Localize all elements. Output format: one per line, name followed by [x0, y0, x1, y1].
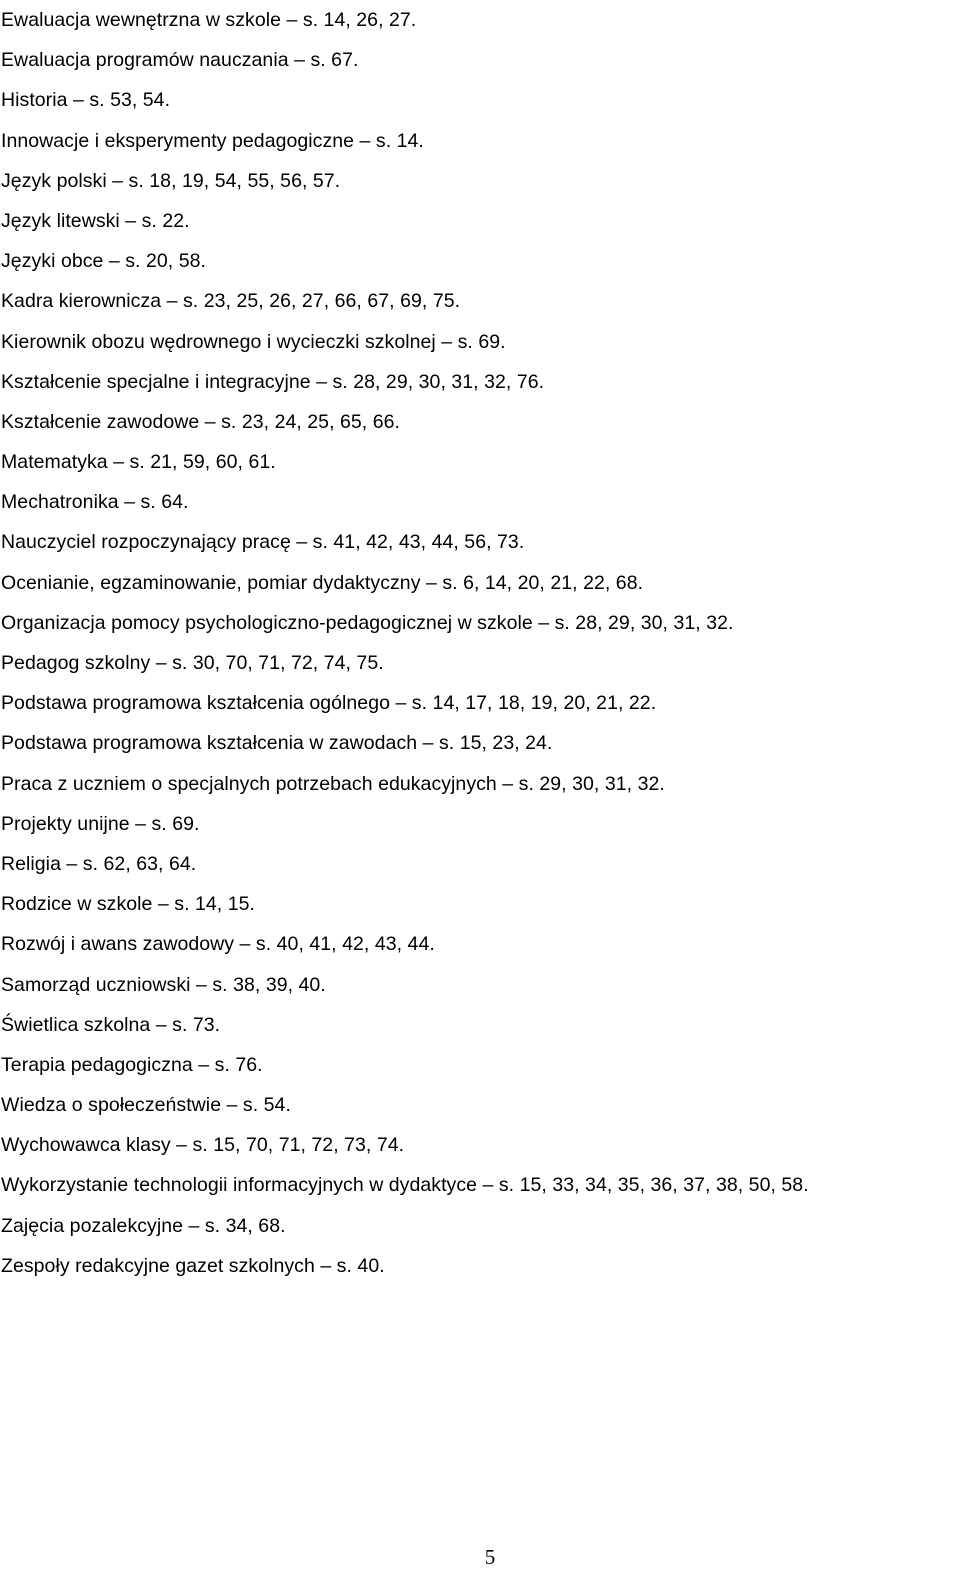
index-entry: Zespoły redakcyjne gazet szkolnych – s. 40. [1, 1254, 385, 1277]
index-entry: Języki obce – s. 20, 58. [1, 250, 206, 273]
subject-index [1, 0, 809, 1286]
index-entry: Kształcenie zawodowe – s. 23, 24, 25, 65, 66. [1, 410, 401, 433]
index-entry: Kształcenie specjalne i integracyjne – s. 28, 29, 30, 31, 32, 76. [1, 370, 545, 393]
index-entry: Ewaluacja wewnętrzna w szkole – s. 14, 26, 27. [1, 9, 417, 31]
index-entry: Projekty unijne – s. 69. [1, 812, 200, 835]
index-entry: Kierownik obozu wędrownego i wycieczki szkolnej – s. 69. [1, 330, 506, 353]
index-entry: Pedagog szkolny – s. 30, 70, 71, 72, 74, 75. [1, 652, 384, 674]
index-entry: Historia – s. 53, 54. [1, 89, 171, 112]
index-entry: Nauczyciel rozpoczynający pracę – s. 41, 42, 43, 44, 56, 73. [1, 531, 525, 554]
index-entry: Zajęcia pozalekcyjne – s. 34, 68. [1, 1214, 286, 1237]
index-entry: Innowacje i eksperymenty pedagogiczne – s. 14. [1, 129, 424, 152]
index-entry: Organizacja pomocy psychologiczno-pedagogicznej w szkole – s. 28, 29, 30, 31, 32. [1, 611, 734, 634]
index-entry: Podstawa programowa kształcenia w zawodach – s. 15, 23, 24. [1, 732, 553, 755]
index-entry: Wiedza o społeczeństwie – s. 54. [1, 1094, 291, 1117]
index-entry: Religia – s. 62, 63, 64. [1, 852, 197, 875]
index-entry: Terapia pedagogiczna – s. 76. [1, 1053, 263, 1076]
index-entry: Matematyka – s. 21, 59, 60, 61. [1, 451, 276, 474]
index-entry: Język litewski – s. 22. [1, 209, 190, 232]
index-entry: Świetlica szkolna – s. 73. [1, 1013, 221, 1036]
index-entry: Podstawa programowa kształcenia ogólnego – s. 14, 17, 18, 19, 20, 21, 22. [1, 692, 657, 715]
index-entry: Ewaluacja programów nauczania – s. 67. [1, 49, 359, 72]
index-entry: Ocenianie, egzaminowanie, pomiar dydaktyczny – s. 6, 14, 20, 21, 22, 68. [1, 571, 644, 594]
index-entry: Wykorzystanie technologii informacyjnych w dydaktyce – s. 15, 33, 34, 35, 36, 37, 38, 50, 58. [1, 1174, 809, 1197]
index-entry: Rodzice w szkole – s. 14, 15. [1, 893, 255, 916]
index-entry: Samorząd uczniowski – s. 38, 39, 40. [1, 973, 326, 996]
index-entry: Rozwój i awans zawodowy – s. 40, 41, 42, 43, 44. [1, 933, 435, 956]
page-number: 5 [484, 1545, 496, 1569]
index-entry: Kadra kierownicza – s. 23, 25, 26, 27, 66, 67, 69, 75. [1, 290, 461, 313]
index-entry: Język polski – s. 18, 19, 54, 55, 56, 57. [1, 169, 341, 192]
index-entry: Mechatronika – s. 64. [1, 491, 189, 514]
index-entry: Praca z uczniem o specjalnych potrzebach edukacyjnych – s. 29, 30, 31, 32. [1, 772, 665, 795]
index-entry: Wychowawca klasy – s. 15, 70, 71, 72, 73, 74. [1, 1134, 405, 1157]
